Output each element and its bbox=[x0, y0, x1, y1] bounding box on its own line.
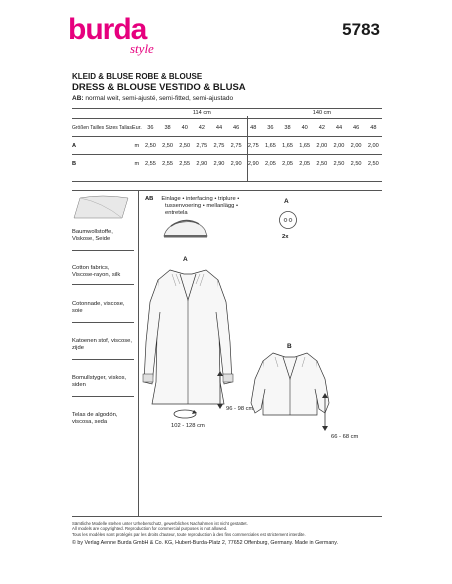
fabric-es: Telas de algodón, viscosa, seda bbox=[72, 412, 118, 425]
yardage-cell: 2,50 bbox=[313, 155, 330, 173]
fit-prefix: AB: bbox=[72, 95, 84, 102]
burda-style-logo bbox=[68, 13, 154, 56]
button-quantity: 2x bbox=[282, 234, 289, 240]
yardage-cell: 2,90 bbox=[210, 155, 227, 173]
interfacing-line1: Einlage • interfacing • triplure • bbox=[161, 196, 240, 202]
interfacing-line2: tussenvoering • mellanlägg • bbox=[165, 203, 239, 210]
size-cell: 42 bbox=[193, 119, 210, 137]
view-b-label: B bbox=[287, 343, 292, 350]
view-label: B bbox=[72, 155, 132, 173]
size-header-label: Größen Tailles Sizes Tallas bbox=[72, 119, 132, 137]
yardage-cell: 2,50 bbox=[330, 155, 347, 173]
yardage-cell: 2,50 bbox=[365, 155, 382, 173]
copyright: © by Verlag Aenne Burda GmbH & Co. KG, Hubert-Burda-Platz 2, 77652 Offenburg, Germany. Made in Germany. bbox=[72, 540, 338, 546]
pattern-titles bbox=[72, 72, 246, 93]
yardage-cell: 2,55 bbox=[159, 155, 176, 173]
yardage-cell: 2,00 bbox=[313, 137, 330, 155]
size-cell: 40 bbox=[176, 119, 193, 137]
yardage-cell: 2,50 bbox=[348, 155, 365, 173]
size-cell: 48 bbox=[245, 119, 262, 137]
yardage-cell: 2,75 bbox=[228, 137, 245, 155]
size-cell: 46 bbox=[348, 119, 365, 137]
fabric-rule bbox=[72, 250, 134, 251]
pattern-number: 5783 bbox=[342, 20, 380, 39]
yardage-cell: 2,50 bbox=[142, 137, 159, 155]
section-divider bbox=[138, 190, 139, 516]
yardage-cell: 2,05 bbox=[296, 155, 313, 173]
size-cell: 36 bbox=[142, 119, 159, 137]
yardage-cell: 2,90 bbox=[245, 155, 262, 173]
fit-description bbox=[72, 95, 233, 102]
table-row bbox=[72, 137, 382, 155]
yardage-cell: 1,65 bbox=[296, 137, 313, 155]
legal-en: All models are copyrighted. Reproduction for commercial purposes is not allowed. bbox=[72, 526, 228, 532]
size-cell: 46 bbox=[228, 119, 245, 137]
yardage-cell: 1,65 bbox=[279, 137, 296, 155]
fabric-rule bbox=[72, 284, 134, 285]
yardage-cell: 2,75 bbox=[245, 137, 262, 155]
logo-sub: style bbox=[130, 41, 154, 56]
yardage-cell: 2,00 bbox=[348, 137, 365, 155]
table-row bbox=[72, 155, 382, 173]
yardage-cell: 2,90 bbox=[228, 155, 245, 173]
size-cell: 38 bbox=[279, 119, 296, 137]
fabric-da: Bomullstyger, viskos, siden bbox=[72, 375, 127, 388]
fabric-fr: Cotonnade, viscose, soie bbox=[72, 301, 125, 314]
fabric-nl: Katoenen stof, viscose, zijde bbox=[72, 338, 132, 351]
legal-de: Sämtliche Modelle stehen unter Urheberschutz, gewerbliches Nachahmen ist nicht gestattet. bbox=[72, 521, 248, 526]
unit-label: m bbox=[132, 155, 142, 173]
size-cell: 44 bbox=[330, 119, 347, 137]
yardage-cell: 2,55 bbox=[176, 155, 193, 173]
size-cell: 42 bbox=[313, 119, 330, 137]
view-a-hem-width: 102 - 128 cm bbox=[171, 423, 205, 429]
blouse-length-arrow-icon bbox=[320, 392, 330, 432]
fabric-swatch-icon bbox=[72, 192, 132, 222]
fit-text: normal weit, semi-ajusté, semi-fitted, semi-ajustado bbox=[83, 95, 234, 102]
yardage-cell: 2,90 bbox=[193, 155, 210, 173]
size-cell: 38 bbox=[159, 119, 176, 137]
view-b-length: 66 - 68 cm bbox=[331, 434, 359, 440]
notions-views: AB bbox=[145, 196, 154, 202]
interfacing-line3: entretela bbox=[165, 210, 188, 217]
size-cell: 40 bbox=[296, 119, 313, 137]
button-view-label: A bbox=[284, 198, 289, 205]
width-140-header: 140 cm bbox=[312, 110, 332, 116]
table-divider bbox=[247, 116, 248, 181]
yardage-cell: 1,65 bbox=[262, 137, 279, 155]
yardage-cell: 2,00 bbox=[330, 137, 347, 155]
yardage-table bbox=[72, 108, 382, 173]
fabric-en: Cotton fabrics, Viscose-rayon, silk bbox=[72, 265, 121, 278]
length-arrow-icon bbox=[215, 370, 225, 410]
view-label: A bbox=[72, 137, 132, 155]
size-cell: 36 bbox=[262, 119, 279, 137]
yardage-cell: 2,50 bbox=[159, 137, 176, 155]
view-a-length: 96 - 98 cm bbox=[226, 406, 254, 412]
title-en-es: DRESS & BLOUSE VESTIDO & BLUSA bbox=[72, 82, 246, 93]
section-bottom-rule bbox=[72, 516, 382, 517]
yardage-cell: 2,00 bbox=[365, 137, 382, 155]
yardage-cell: 2,05 bbox=[279, 155, 296, 173]
size-cell: 44 bbox=[210, 119, 227, 137]
yardage-cell: 2,05 bbox=[262, 155, 279, 173]
yardage-cell: 2,55 bbox=[142, 155, 159, 173]
iron-icon bbox=[161, 218, 209, 240]
logo-brand: burda bbox=[68, 13, 147, 46]
yardage-cell: 2,75 bbox=[210, 137, 227, 155]
view-a-label: A bbox=[183, 256, 188, 263]
fabric-rule bbox=[72, 396, 134, 397]
legal-notice bbox=[72, 521, 402, 537]
fabric-rule bbox=[72, 359, 134, 360]
width-114-header: 114 cm bbox=[192, 110, 211, 116]
hem-width-icon bbox=[172, 408, 198, 420]
yardage-cell: 2,50 bbox=[176, 137, 193, 155]
button-icon bbox=[278, 210, 298, 230]
section-top-rule bbox=[72, 190, 382, 191]
interfacing-note bbox=[145, 196, 295, 218]
eur-label: Eur. bbox=[132, 119, 142, 137]
legal-fr: Tous les modèles sont protégés par les droits d'auteur, toute reproduction à des fins commerciales est strictement interdite. bbox=[72, 531, 306, 537]
yardage-cell: 2,75 bbox=[193, 137, 210, 155]
size-cell: 48 bbox=[365, 119, 382, 137]
fabric-rule bbox=[72, 322, 134, 323]
title-de-fr: KLEID & BLUSE ROBE & BLOUSE bbox=[72, 72, 203, 81]
fabric-de: Baumwollstoffe, Viskose, Seide bbox=[72, 229, 113, 242]
unit-label: m bbox=[132, 137, 142, 155]
table-bottom-rule bbox=[72, 181, 382, 182]
